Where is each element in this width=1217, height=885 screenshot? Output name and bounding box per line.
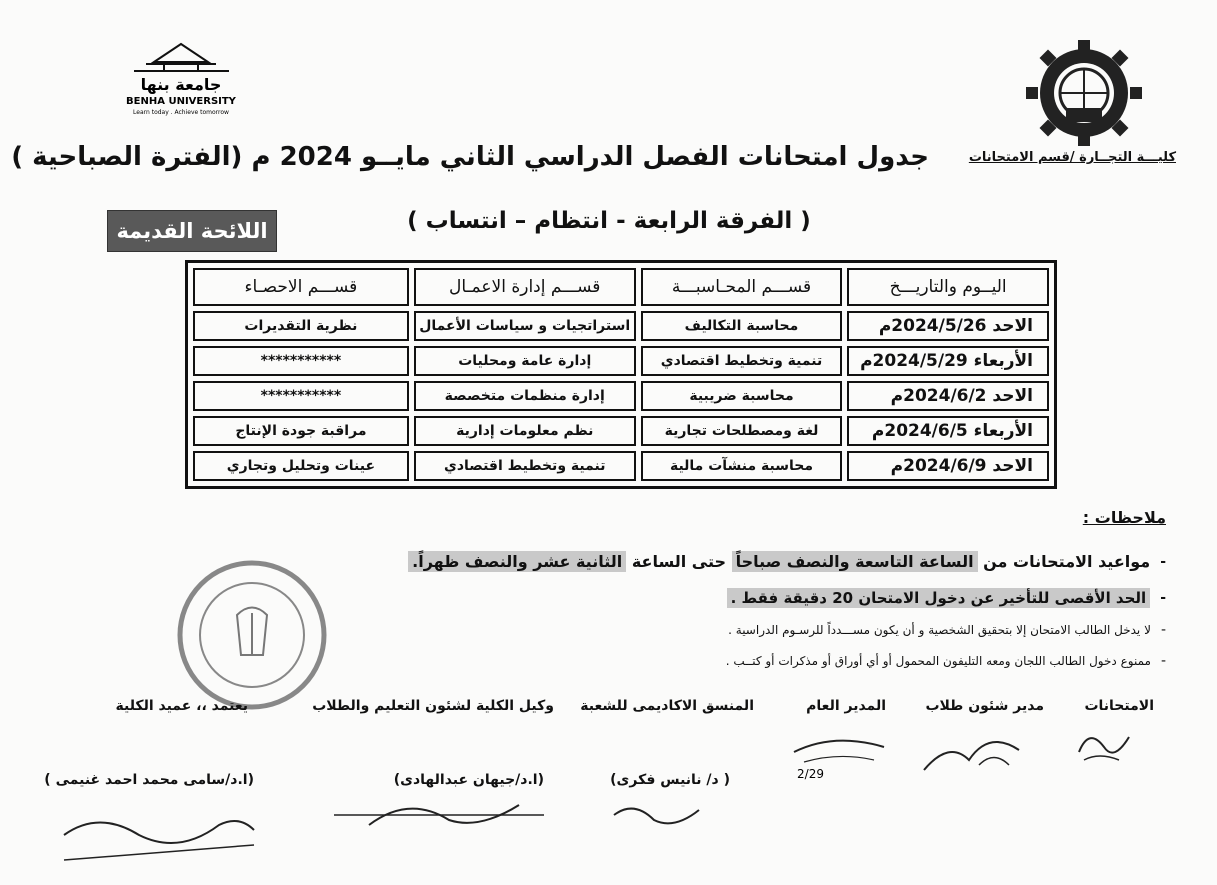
accounting-subject: محاسبة ضريبية (642, 381, 844, 411)
level-subtitle: ( الفرقة الرابعة - انتظام – انتساب ) (408, 208, 812, 234)
bullet-dash: - (1161, 590, 1167, 606)
note-text: لا يدخل الطالب الامتحان إلا بتحقيق الشخصية و أن يكون مســـدداً للرسـوم الدراسية . (729, 623, 1152, 637)
table-row (194, 451, 1050, 481)
morning-period-label: (الفترة الصباحية ) (12, 142, 244, 172)
statistics-subject: نظرية التقديرات (194, 311, 410, 341)
vice-dean-signature-mark (330, 795, 550, 835)
university-name-ar: جامعة بنها (141, 75, 223, 94)
header-day-date: اليــوم والتاريـــخ (848, 268, 1050, 306)
bullet-dash: - (1161, 622, 1167, 638)
header-accounting: قســـم المحـاسبـــة (642, 268, 844, 306)
statistics-subject: عينات وتحليل وتجاري (194, 451, 410, 481)
table-header-row (194, 268, 1050, 306)
signature-title-academic-coordinator: المنسق الاكاديمى للشعبة (581, 698, 755, 714)
faculty-department-label: كليـــة التجــارة /قسم الامتحانات (969, 150, 1177, 165)
signature-title-exams: الامتحانات (1085, 698, 1155, 714)
university-name-en: BENHA UNIVERSITY (127, 96, 237, 107)
accounting-subject: تنمية وتخطيط اقتصادي (642, 346, 844, 376)
business-subject: نظم معلومات إدارية (415, 416, 637, 446)
business-subject: إدارة عامة ومحليات (415, 346, 637, 376)
business-subject: تنمية وتخطيط اقتصادي (415, 451, 637, 481)
coordinator-name: ( د/ نانيس فكرى) (611, 772, 731, 788)
note-text: الحد الأقصى للتأخير عن دخول الامتحان 20 دقيقة فقط . (728, 588, 1152, 608)
accounting-subject: محاسبة منشآت مالية (642, 451, 844, 481)
note-text: مواعيد الامتحانات من الساعة التاسعة والنصف صباحاً حتى الساعة الثانية عشر والنصف ظهراً. (409, 552, 1151, 571)
handwritten-date: 2/29 (798, 767, 825, 781)
exams-signature-mark (1070, 722, 1140, 772)
note-identity-check (729, 622, 1167, 638)
general-manager-signature-mark (785, 722, 895, 782)
table-row (194, 346, 1050, 376)
exam-date: الاحد 2024/5/26م (848, 311, 1050, 341)
dean-signature-mark (60, 805, 260, 865)
table-row (194, 381, 1050, 411)
faculty-seal-stamp (168, 555, 338, 715)
bullet-dash: - (1161, 653, 1167, 669)
faculty-gear-logo (1005, 38, 1165, 148)
signature-title-general-manager: المدير العام (807, 698, 887, 714)
notes-heading: ملاحظات : (1083, 508, 1167, 527)
bullet-dash: - (1161, 553, 1167, 570)
exam-date: الأربعاء 2024/5/29م (848, 346, 1050, 376)
accounting-subject: محاسبة التكاليف (642, 311, 844, 341)
note-no-phones (727, 653, 1167, 669)
signature-title-student-affairs: مدير شئون طلاب (926, 698, 1045, 714)
university-tagline: Learn today . Achieve tomorrow (134, 109, 230, 116)
vice-dean-name: (ا.د/جيهان عبدالهادى) (394, 772, 545, 788)
dean-name: (ا.د/سامى محمد احمد غنيمى ) (45, 772, 255, 788)
exam-date: الاحد 2024/6/9م (848, 451, 1050, 481)
note-exam-times (409, 552, 1167, 571)
business-subject: إدارة منظمات متخصصة (415, 381, 637, 411)
statistics-subject: *********** (194, 346, 410, 376)
note-late-limit (728, 588, 1167, 608)
student-affairs-signature-mark (920, 720, 1030, 780)
benha-university-logo (95, 40, 270, 120)
old-regulations-badge: اللائحة القديمة (108, 210, 278, 252)
signature-title-dean: يعتمد ،، عميد الكلية (116, 698, 249, 714)
accounting-subject: لغة ومصطلحات تجارية (642, 416, 844, 446)
exam-date: الأربعاء 2024/6/5م (848, 416, 1050, 446)
page-title (12, 142, 930, 172)
exam-schedule-title: جدول امتحانات الفصل الدراسي الثاني مايــو 2024 م (252, 142, 930, 172)
exam-schedule-table (186, 260, 1058, 489)
business-subject: استراتجيات و سياسات الأعمال (415, 311, 637, 341)
statistics-subject: *********** (194, 381, 410, 411)
note-text: ممنوع دخول الطالب اللجان ومعه التليفون المحمول أو أي أوراق أو مذكرات أو كتــب . (726, 654, 1152, 668)
table-row (194, 311, 1050, 341)
signature-title-vice-dean: وكيل الكلية لشئون التعليم والطلاب (313, 698, 555, 714)
table-row (194, 416, 1050, 446)
header-statistics: قســـم الاحصـاء (194, 268, 410, 306)
statistics-subject: مراقبة جودة الإنتاج (194, 416, 410, 446)
coordinator-signature-mark (610, 795, 710, 835)
exam-date: الاحد 2024/6/2م (848, 381, 1050, 411)
header-business: قســـم إدارة الاعمـال (415, 268, 637, 306)
